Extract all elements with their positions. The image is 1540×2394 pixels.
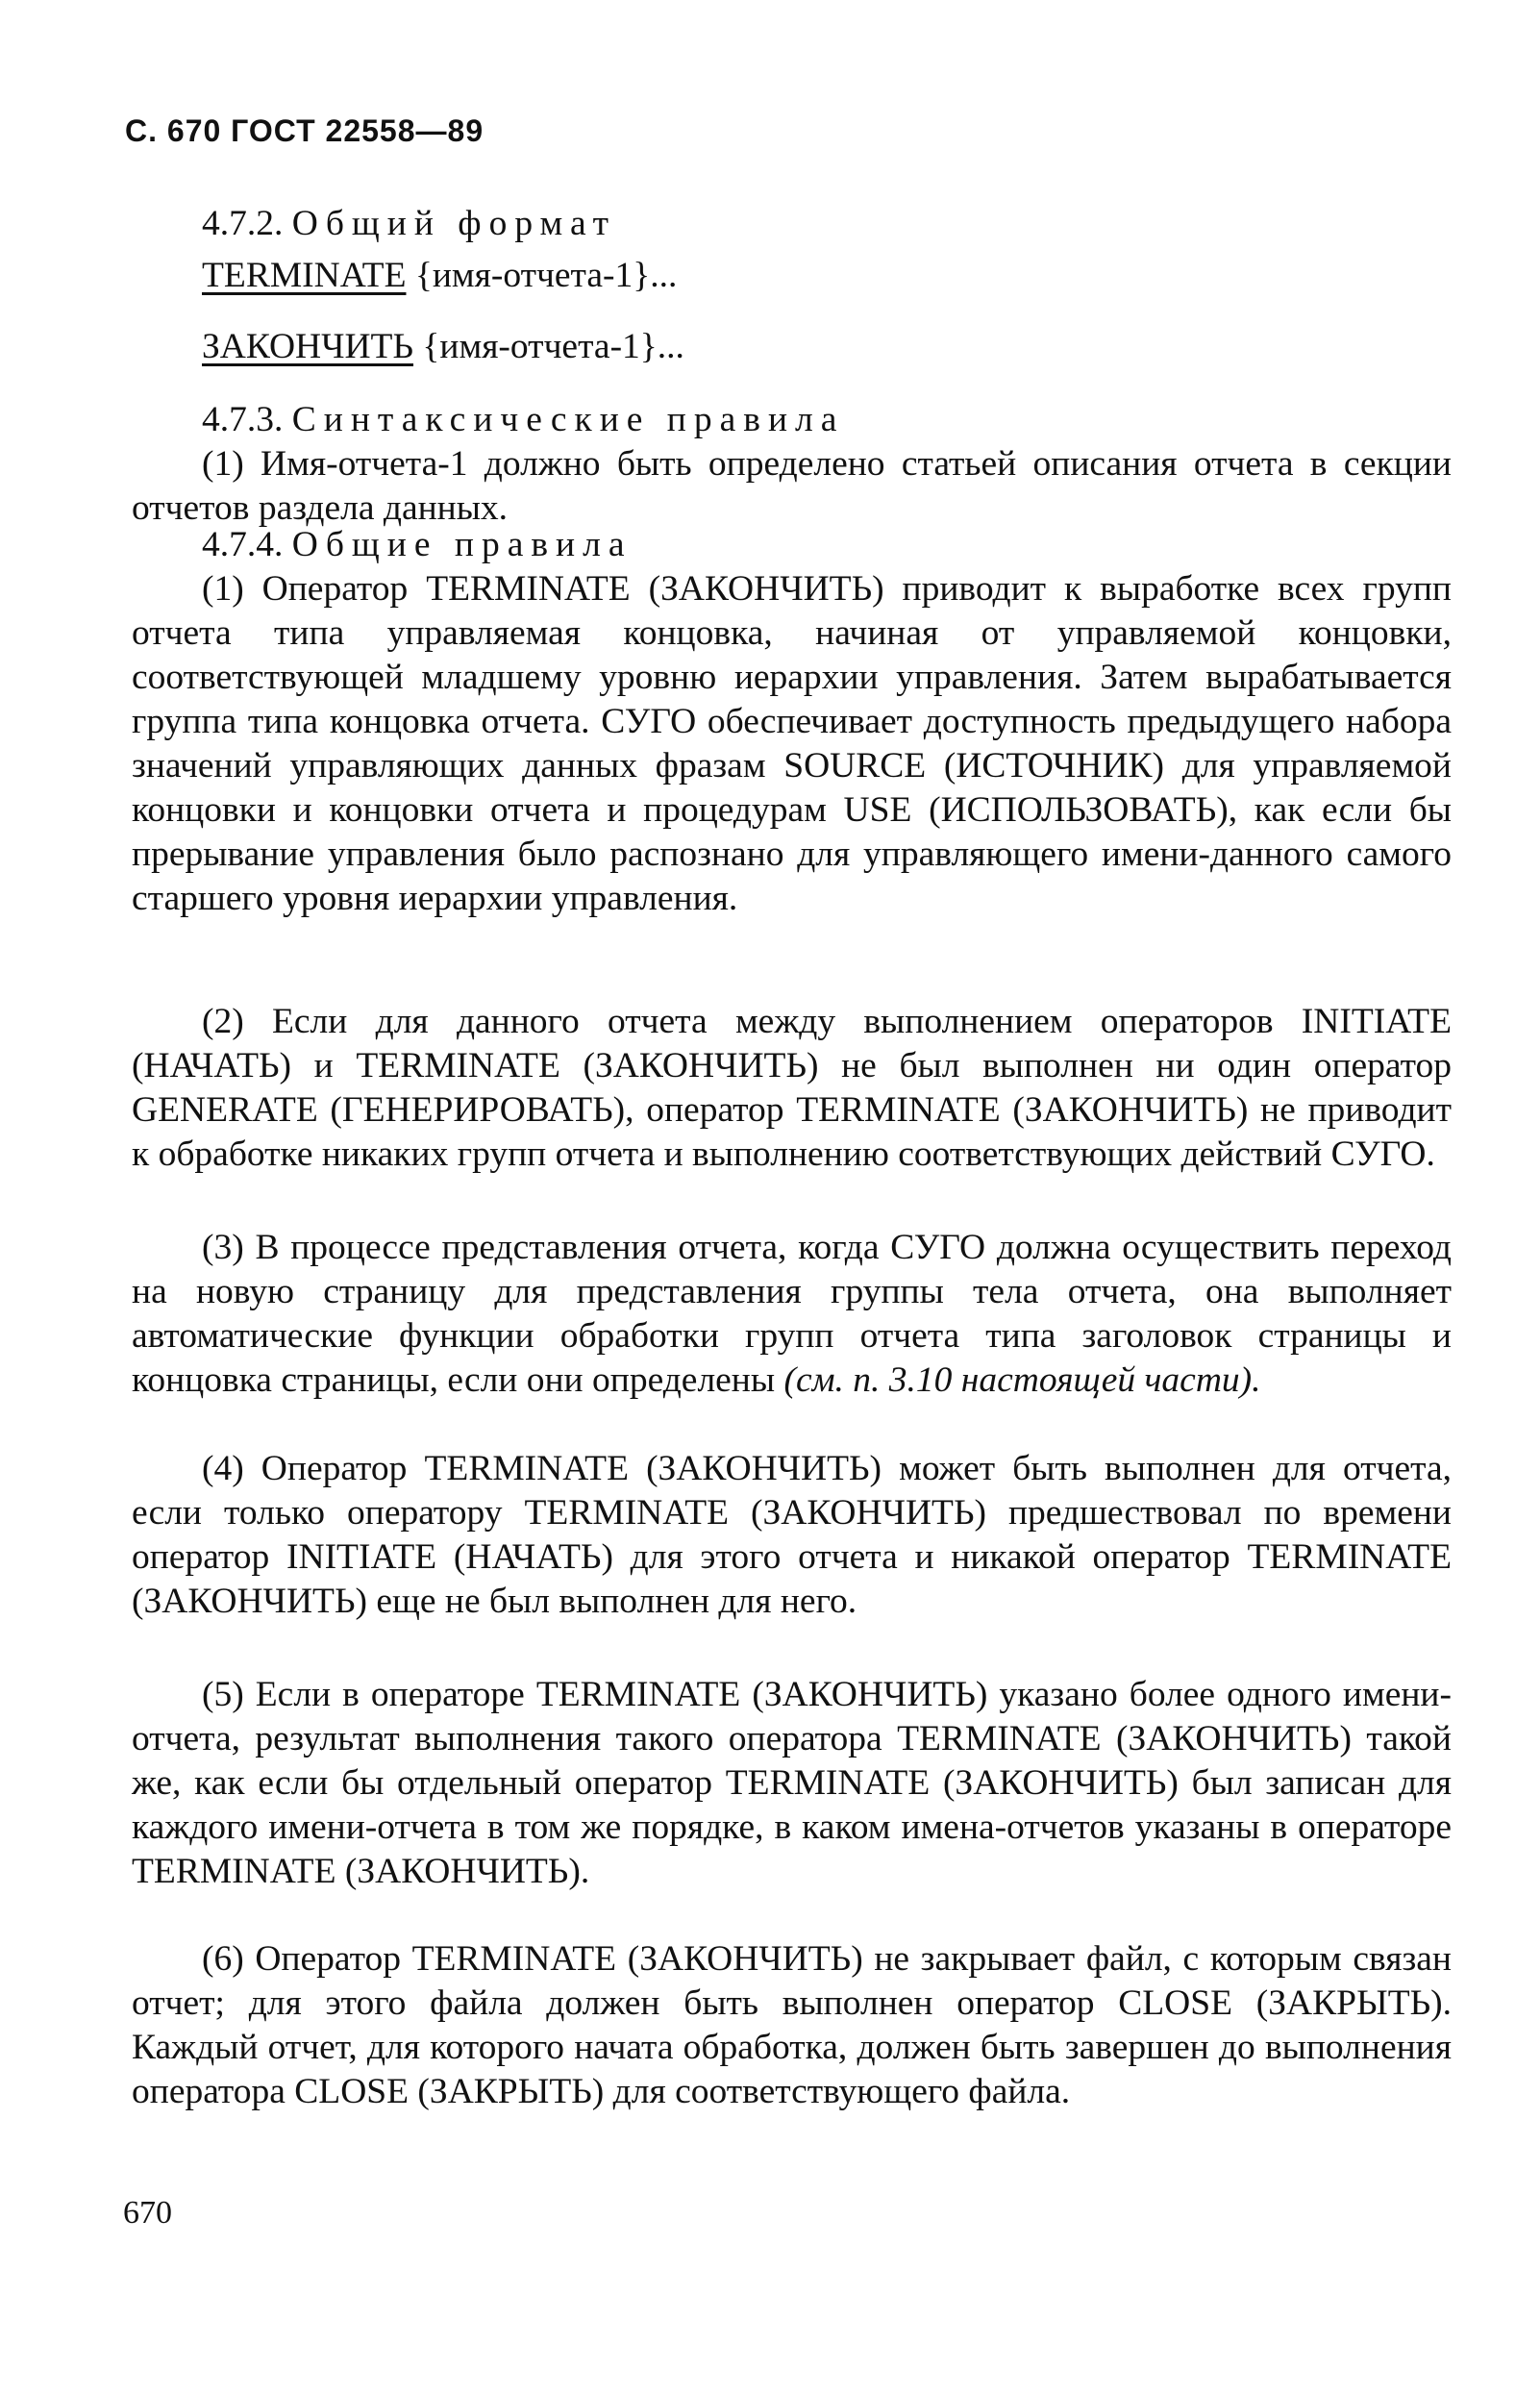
page-number: 670 <box>123 2195 172 2231</box>
general-rule-4: (4) Оператор TERMINATE (ЗАКОНЧИТЬ) может быть выполнен для отчета, если только оператору TERMINATE (ЗАКОНЧИТЬ) предшествовал по времени оператор INITIATE (НАЧАТЬ) для этого отчета и никакой оператор TERMINATE (ЗАКОНЧИТЬ) еще не был выполнен для него. <box>132 1449 1452 1621</box>
section-title: Синтаксические правила <box>291 400 845 439</box>
format-line-terminate <box>202 254 677 298</box>
general-rule-3 <box>132 1226 1452 1403</box>
page-header: С. 670 ГОСТ 22558—89 <box>125 113 484 148</box>
syntax-rule-1: (1) Имя-отчета-1 должно быть определено статьей описания отчета в секции отчетов раздела данных. <box>132 444 1452 528</box>
section-title: Общий формат <box>291 204 617 243</box>
keyword-terminate: TERMINATE <box>202 256 407 295</box>
general-rule-5: (5) Если в операторе TERMINATE (ЗАКОНЧИТЬ) указано более одного имени-отчета, результат выполнения такого оператора TERMINATE (ЗАКОНЧИТЬ) такой же, как если бы отдельный оператор TERMINATE (ЗАКОНЧИТЬ) был записан для каждого имени-отчета в том же порядке, в каком имена-отчетов указаны в операторе TERMINATE (ЗАКОНЧИТЬ). <box>132 1675 1452 1891</box>
format-operand: {имя-отчета-1}... <box>406 256 678 295</box>
rule-3-reference: (см. п. 3.10 настоящей части). <box>783 1360 1261 1400</box>
section-4-7-2-heading <box>176 202 1452 246</box>
section-title: Общие правила <box>291 525 633 564</box>
section-number: 4.7.3. <box>202 400 284 439</box>
format-operand: {имя-отчета-1}... <box>413 327 684 366</box>
general-rule-2: (2) Если для данного отчета между выполнением операторов INITIATE (НАЧАТЬ) и TERMINATE (ЗАКОНЧИТЬ) не был выполнен ни один оператор GENERATE (ГЕНЕРИРОВАТЬ), оператор TERMINATE (ЗАКОНЧИТЬ) не приводит к обработке никаких групп отчета и выполнению соответствующих действий СУГО. <box>132 1002 1452 1174</box>
general-rule-1: (1) Оператор TERMINATE (ЗАКОНЧИТЬ) приводит к выработке всех групп отчета типа управляемая концовка, начиная от управляемой концовки, соответствующей младшему уровню иерархии управления. Затем вырабатывается группа типа концовка отчета. СУГО обеспечивает доступность предыдущего набора значений управляющих данных фразам SOURCE (ИСТОЧНИК) для управляемой концовки и концовки отчета и процедурам USE (ИСПОЛЬЗОВАТЬ), как если бы прерывание управления было распознано для управляющего имени-данного самого старшего уровня иерархии управления. <box>132 569 1452 918</box>
section-4-7-4-heading <box>176 523 1452 567</box>
format-line-zakonchit <box>202 325 684 369</box>
section-number: 4.7.4. <box>202 525 284 564</box>
keyword-zakonchit: ЗАКОНЧИТЬ <box>202 327 414 366</box>
section-number: 4.7.2. <box>202 204 284 243</box>
rule-3-text: (3) В процессе представления отчета, когда СУГО должна осуществить переход на новую страницу для представления группы тела отчета, она выполняет автоматические функции обработки групп отчета типа заголовок страницы и концовка страницы, если они определены <box>132 1228 1452 1400</box>
general-rule-6: (6) Оператор TERMINATE (ЗАКОНЧИТЬ) не закрывает файл, с которым связан отчет; для этого файла должен быть выполнен оператор CLOSE (ЗАКРЫТЬ). Каждый отчет, для которого начата обработка, должен быть завершен до выполнения оператора CLOSE (ЗАКРЫТЬ) для соответствующего файла. <box>132 1939 1452 2111</box>
section-4-7-3-heading <box>176 398 1452 442</box>
